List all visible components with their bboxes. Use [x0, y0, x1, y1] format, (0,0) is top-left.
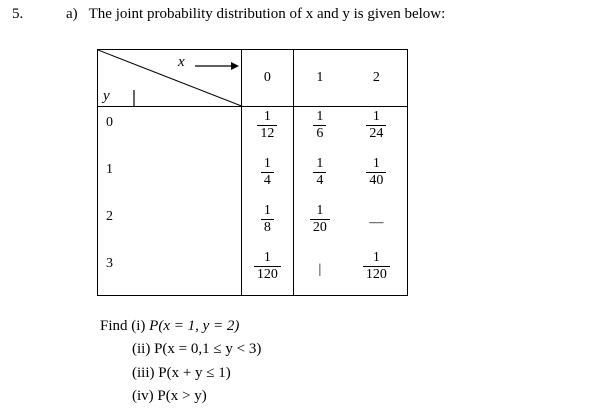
prob-cell [346, 154, 408, 201]
prob-cell-empty [294, 248, 346, 296]
x-header-2: 2 [346, 50, 408, 107]
joint-distribution-table [97, 49, 408, 296]
empty-mark: | [318, 261, 322, 277]
fraction: $\frac{1}{4}$ [261, 156, 274, 189]
question-number: 5. [12, 6, 24, 22]
x-header-0: 0 [241, 50, 294, 107]
prob-cell [294, 201, 346, 248]
x-arrowhead-icon [231, 62, 239, 70]
corner-diagonal [98, 50, 245, 107]
find-item-2: (ii) P(x = 0,1 ≤ y < 3) [132, 341, 262, 357]
part-label: a) [66, 6, 78, 22]
table-row [98, 107, 408, 154]
empty-mark: — [369, 214, 384, 230]
prob-cell [241, 201, 294, 248]
find-item-3: (iii) P(x + y ≤ 1) [132, 365, 231, 381]
fraction: $\frac{1}{4}$ [313, 156, 326, 189]
y-value-1: 1 [98, 154, 242, 201]
y-value-3: 3 [98, 248, 242, 296]
y-value-0: 0 [98, 107, 242, 154]
stem-text: The joint probability distribution of x and y is given below: [88, 6, 446, 22]
x-header-1: 1 [294, 50, 346, 107]
fraction: $\frac{1}{8}$ [261, 203, 274, 236]
question-stem [66, 6, 445, 23]
fraction: $\frac{1}{12}$ [257, 109, 277, 142]
prob-cell [346, 248, 408, 296]
fraction: $\frac{1}{40}$ [366, 156, 386, 189]
prob-cell [241, 154, 294, 201]
fraction: $\frac{1}{20}$ [310, 203, 330, 236]
y-value-2: 2 [98, 201, 242, 248]
fraction: $\frac{1}{120}$ [363, 250, 390, 283]
table-corner-cell [98, 50, 242, 107]
y-axis-label: y [103, 88, 110, 104]
prob-cell [294, 154, 346, 201]
table-row [98, 201, 408, 248]
prob-cell [294, 107, 346, 154]
table-row [98, 154, 408, 201]
prob-cell-empty [346, 201, 408, 248]
find-item-4: (iv) P(x > y) [132, 388, 207, 404]
fraction: $\frac{1}{120}$ [254, 250, 281, 283]
find-intro: Find (i) [100, 318, 146, 334]
find-item-1: P(x = 1, y = 2) [149, 318, 240, 334]
prob-cell [241, 107, 294, 154]
table-row [98, 248, 408, 296]
find-line-1 [100, 318, 239, 335]
prob-cell [346, 107, 408, 154]
x-axis-label: x [178, 54, 185, 70]
fraction: $\frac{1}{6}$ [313, 109, 326, 142]
prob-cell [241, 248, 294, 296]
fraction: $\frac{1}{24}$ [366, 109, 386, 142]
